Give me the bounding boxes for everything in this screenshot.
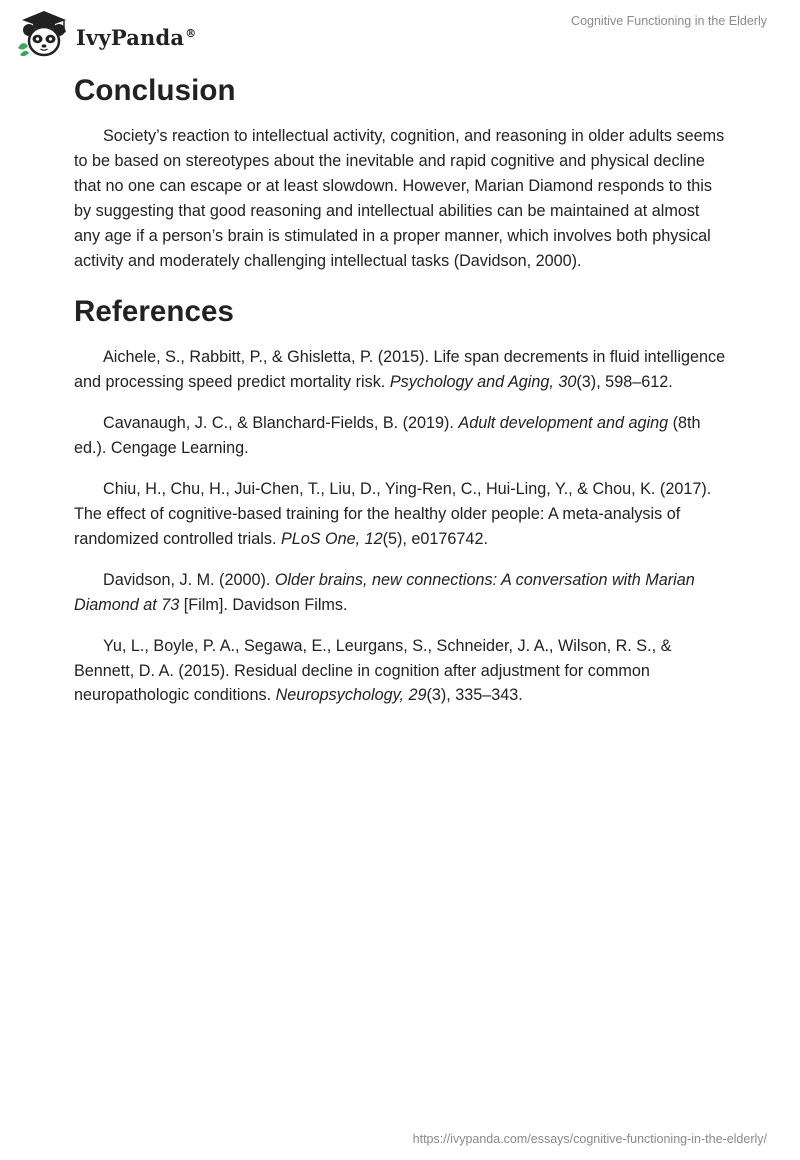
brand-logo[interactable] [14, 8, 196, 60]
conclusion-paragraph: Society’s reaction to intellectual activity, cognition, and reasoning in older adults seems to be based on stereotypes about the inevitable and rapid cognitive and physical decline that no one can escape or at least slowdown. However, Marian Diamond responds to this by suggesting that good reasoning and intellectual abilities can be maintained at almost any age if a person’s brain is stimulated in a proper manner, which involves both physical activity and moderately challenging intellectual tasks (Davidson, 2000). [74, 127, 725, 270]
reference-item: Aichele, S., Rabbitt, P., & Ghisletta, P. (2015). Life span decrements in fluid intelligence and processing speed predict mortality risk. Psychology and Aging, 30(3), 598–612. [74, 348, 726, 392]
reference-item: Davidson, J. M. (2000). Older brains, new connections: A conversation with Marian Diamond at 73 [Film]. Davidson Films. [74, 570, 695, 614]
references-heading: References [74, 295, 235, 329]
page-header [0, 0, 800, 64]
brand-name: IvyPanda® [76, 24, 197, 50]
conclusion-heading: Conclusion [74, 74, 236, 107]
reference-item: Chiu, H., Chu, H., Jui-Chen, T., Liu, D., Ying-Ren, C., Hui-Ling, Y., & Chou, K. (2017). The effect of cognitive-based training for the healthy older people: A meta-analysis of randomized controlled trials. PLoS One, 12(5), e0176742. [74, 480, 712, 548]
source-url-link[interactable]: https://ivypanda.com/essays/cognitive-functioning-in-the-elderly/ [412, 1132, 767, 1146]
reference-item: Yu, L., Boyle, P. A., Segawa, E., Leurgans, S., Schneider, J. A., Wilson, R. S., & Bennett, D. A. (2015). Residual decline in cognition after adjustment for common neuropathologic conditions. Neuropsychology, 29(3), 335–343. [74, 636, 672, 705]
reference-item: Cavanaugh, J. C., & Blanchard-Fields, B. (2019). Adult development and aging (8th ed.). Cengage Learning. [74, 414, 701, 458]
running-title: Cognitive Functioning in the Elderly [571, 14, 767, 28]
essay-content [74, 70, 726, 708]
panda-graduate-icon [14, 8, 72, 60]
